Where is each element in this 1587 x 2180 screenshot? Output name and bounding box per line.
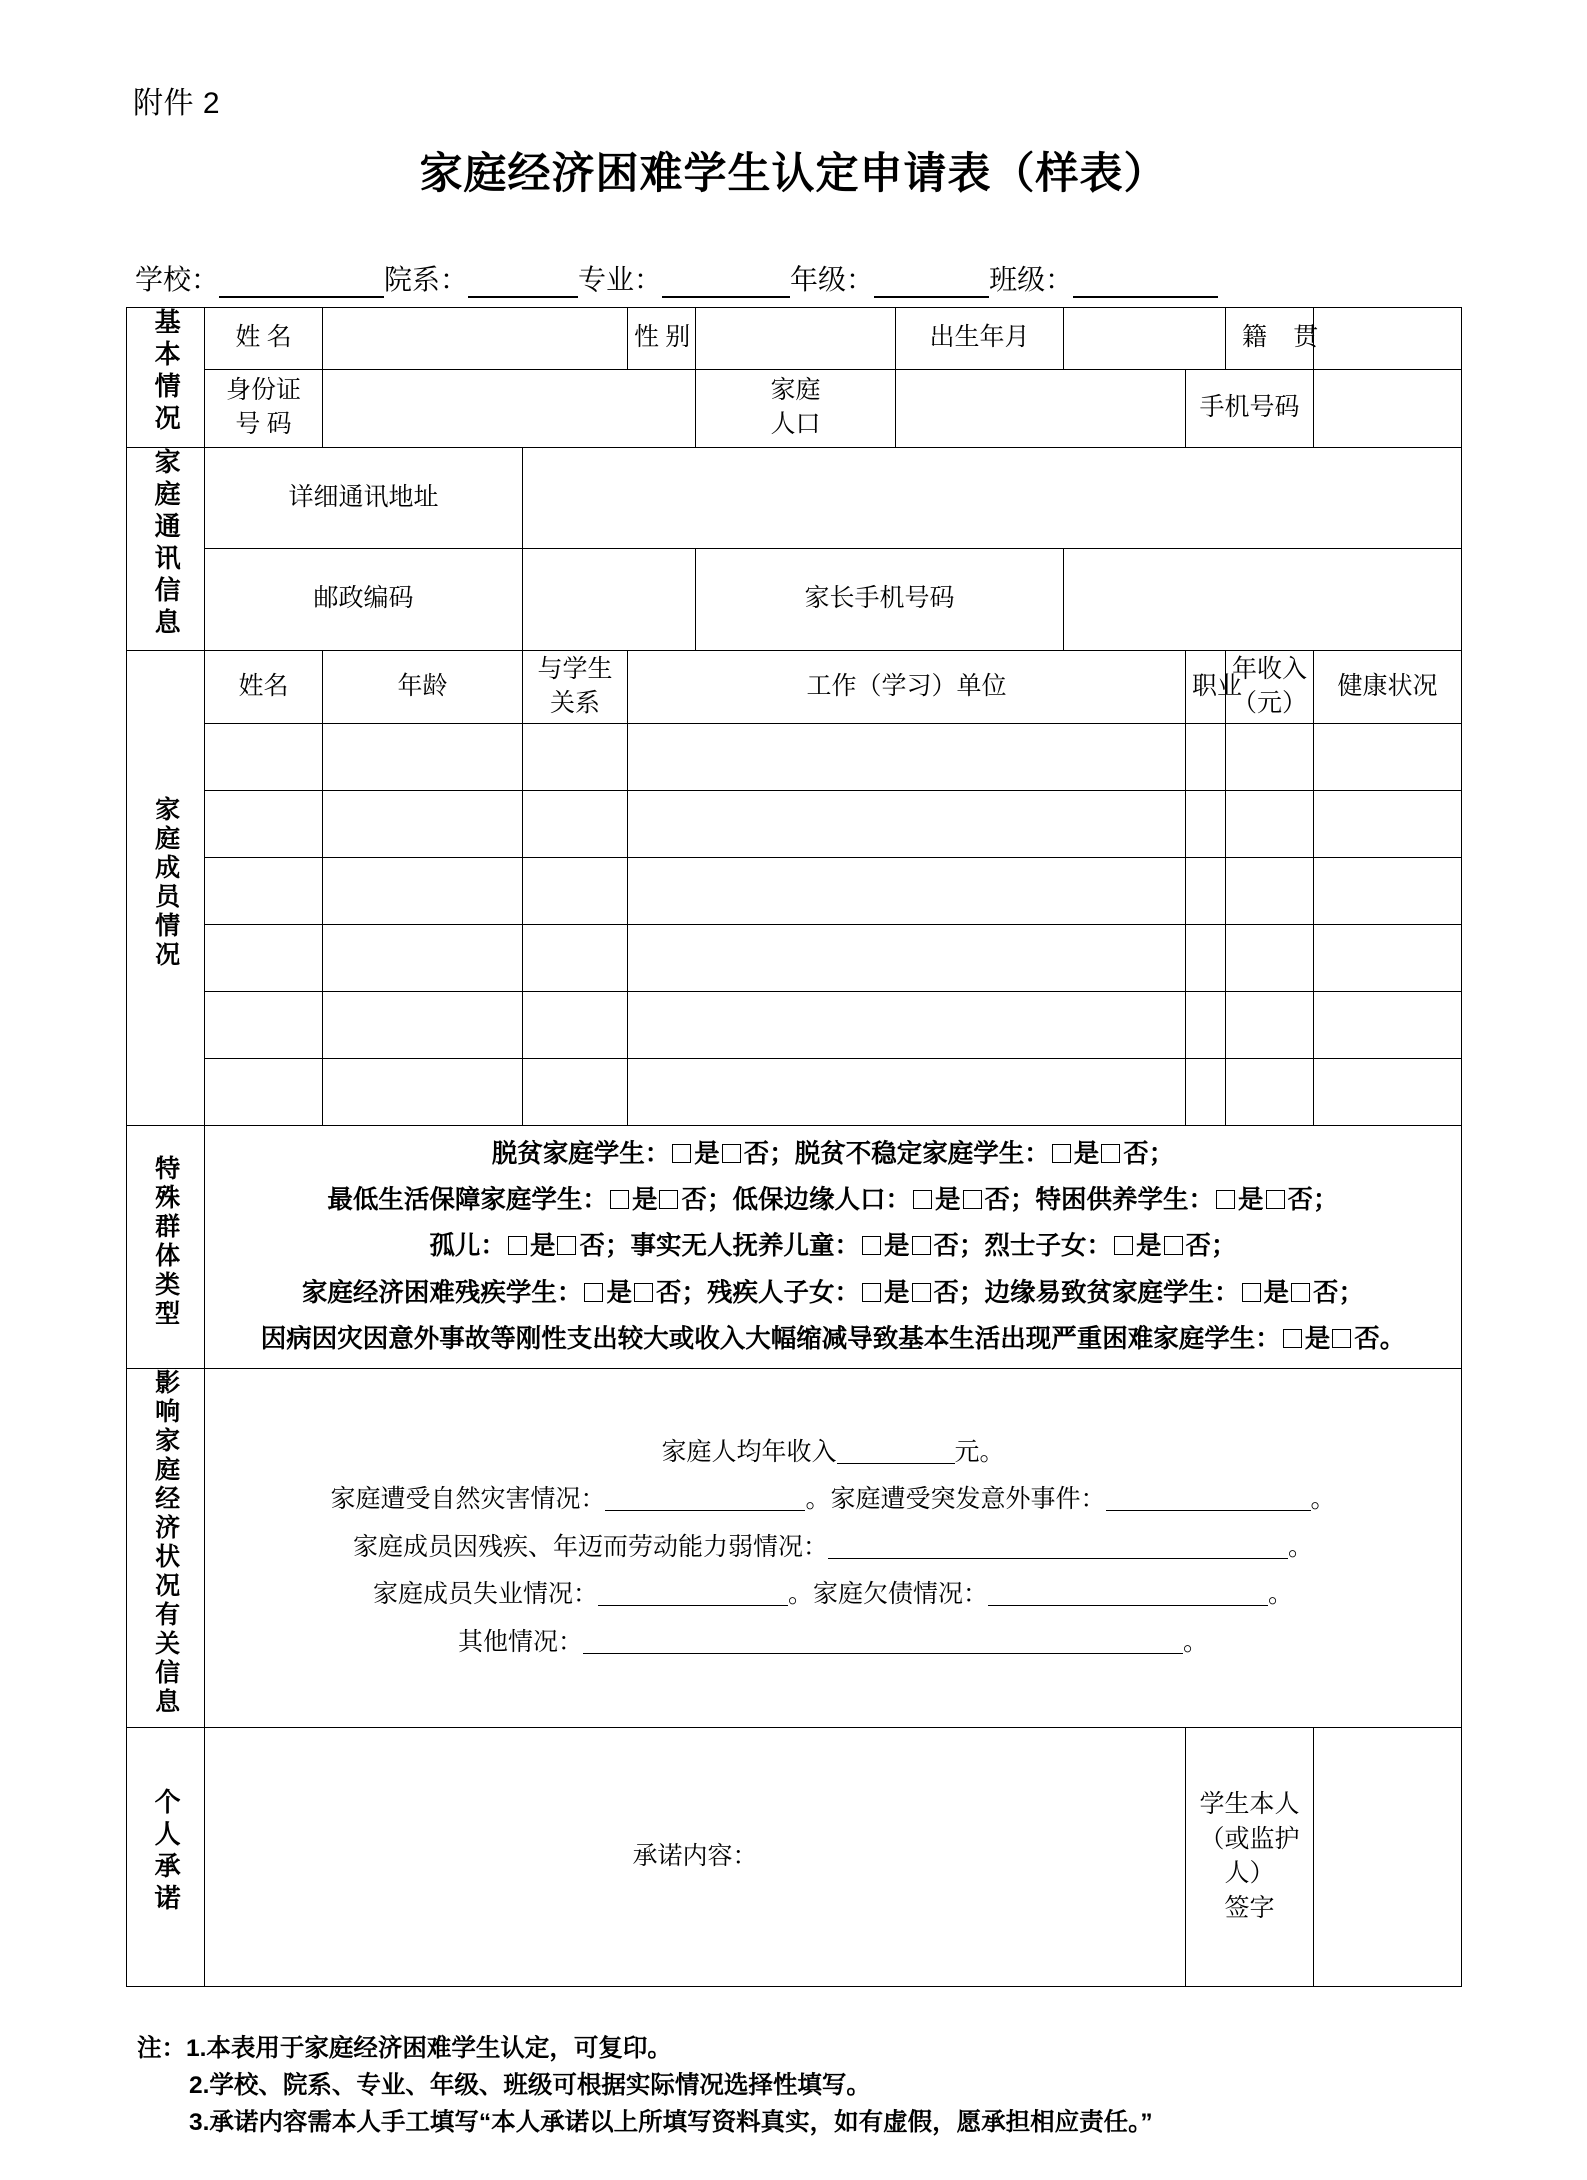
field-label-mobile: 手机号码 bbox=[1186, 370, 1314, 447]
column-header-member-name: 姓名 bbox=[205, 651, 323, 724]
cell-member-income[interactable] bbox=[1226, 791, 1314, 858]
economic-info-line bbox=[211, 1483, 1455, 1518]
special-group-text: 否； bbox=[1123, 1140, 1175, 1168]
special-group-text: 低保边缘人口： bbox=[732, 1186, 911, 1215]
field-label-family-size: 家庭 人口 bbox=[696, 370, 896, 447]
section-label-personal-promise-text: 个人承诺 bbox=[151, 1788, 182, 1917]
meta-blank-grade[interactable] bbox=[874, 270, 989, 298]
checkbox[interactable] bbox=[1283, 1329, 1302, 1348]
meta-field-major bbox=[578, 258, 790, 298]
field-value-mobile[interactable] bbox=[1314, 370, 1462, 447]
cell-member-age[interactable] bbox=[323, 925, 523, 992]
application-form-table bbox=[126, 307, 1462, 1987]
checkbox[interactable] bbox=[557, 1236, 576, 1255]
special-group-line bbox=[211, 1276, 1455, 1311]
column-header-member-health: 健康状况 bbox=[1314, 651, 1462, 724]
special-group-text: 否； bbox=[579, 1232, 631, 1261]
table-row-basic-2 bbox=[127, 370, 1462, 447]
form-notes bbox=[137, 2030, 1477, 2142]
economic-info-label: 。 bbox=[1268, 1581, 1294, 1609]
section-label-special-groups bbox=[127, 1126, 205, 1369]
field-label-parent-mobile: 家长手机号码 bbox=[696, 549, 1064, 651]
note-item-1 bbox=[137, 2030, 1477, 2067]
cell-member-income[interactable] bbox=[1226, 858, 1314, 925]
cell-member-workplace[interactable] bbox=[628, 992, 1186, 1059]
special-group-text: 否； bbox=[681, 1186, 733, 1215]
special-group-text: 是 bbox=[1073, 1140, 1100, 1168]
table-row-member bbox=[127, 791, 1462, 858]
cell-member-workplace[interactable] bbox=[628, 1059, 1186, 1126]
note-text-1: 1.本表用于家庭经济困难学生认定，可复印。 bbox=[186, 2035, 672, 2062]
cell-member-health[interactable] bbox=[1314, 858, 1462, 925]
field-value-address[interactable] bbox=[523, 447, 1462, 549]
promise-content-label: 承诺内容： bbox=[632, 1843, 758, 1871]
special-group-line bbox=[211, 1229, 1455, 1264]
checkbox[interactable] bbox=[610, 1190, 629, 1209]
special-group-text: 是 bbox=[694, 1140, 720, 1168]
cell-member-occupation[interactable] bbox=[1186, 724, 1226, 791]
special-group-text: 否； bbox=[743, 1140, 795, 1168]
economic-info-label: 家庭成员失业情况： bbox=[372, 1581, 598, 1609]
cell-member-occupation[interactable] bbox=[1186, 925, 1226, 992]
special-group-text: 是 bbox=[1136, 1232, 1162, 1261]
economic-info-label: 。 bbox=[1183, 1628, 1209, 1656]
economic-info-content[interactable] bbox=[205, 1368, 1462, 1728]
checkbox[interactable] bbox=[1242, 1283, 1261, 1302]
special-group-text: 否； bbox=[984, 1186, 1036, 1215]
special-group-text: 否； bbox=[1185, 1232, 1237, 1261]
checkbox[interactable] bbox=[508, 1236, 527, 1255]
economic-info-label: 。家庭遭受突发意外事件： bbox=[805, 1486, 1106, 1514]
special-group-line bbox=[211, 1322, 1455, 1357]
cell-member-health[interactable] bbox=[1314, 1059, 1462, 1126]
field-value-native-place[interactable] bbox=[1314, 308, 1462, 370]
cell-member-name[interactable] bbox=[205, 925, 323, 992]
checkbox[interactable] bbox=[722, 1144, 741, 1163]
cell-member-relation[interactable] bbox=[523, 858, 628, 925]
field-label-native-place: 籍 贯 bbox=[1226, 308, 1314, 370]
fill-in-blank[interactable] bbox=[583, 1631, 1183, 1654]
section-label-family-members bbox=[127, 651, 205, 1126]
fill-in-blank[interactable] bbox=[988, 1583, 1268, 1606]
fill-in-blank[interactable] bbox=[828, 1536, 1288, 1559]
economic-info-line bbox=[211, 1531, 1455, 1566]
checkbox[interactable] bbox=[634, 1283, 653, 1302]
special-group-text: 否。 bbox=[1354, 1324, 1406, 1353]
cell-member-age[interactable] bbox=[323, 791, 523, 858]
cell-member-income[interactable] bbox=[1226, 925, 1314, 992]
field-label-address: 详细通讯地址 bbox=[205, 447, 523, 549]
cell-member-income[interactable] bbox=[1226, 992, 1314, 1059]
checkbox[interactable] bbox=[584, 1283, 603, 1302]
column-header-member-relation: 与学生 关系 bbox=[523, 651, 628, 724]
field-label-birth: 出生年月 bbox=[896, 308, 1064, 370]
checkbox[interactable] bbox=[672, 1144, 691, 1163]
section-label-family-contact bbox=[127, 447, 205, 651]
column-header-member-age: 年龄 bbox=[323, 651, 523, 724]
meta-field-department bbox=[384, 258, 578, 298]
special-group-text: 是 bbox=[883, 1278, 910, 1307]
cell-member-relation[interactable] bbox=[523, 925, 628, 992]
cell-member-relation[interactable] bbox=[523, 724, 628, 791]
cell-member-relation[interactable] bbox=[523, 992, 628, 1059]
table-row-member bbox=[127, 992, 1462, 1059]
section-label-family-contact-text: 家庭通讯信息 bbox=[151, 447, 182, 640]
field-value-birth[interactable] bbox=[1064, 308, 1226, 370]
checkbox[interactable] bbox=[1216, 1190, 1235, 1209]
meta-blank-class[interactable] bbox=[1073, 270, 1218, 298]
cell-member-health[interactable] bbox=[1314, 925, 1462, 992]
table-row-contact-postcode bbox=[127, 549, 1462, 651]
economic-info-label: 。 bbox=[1310, 1486, 1336, 1514]
economic-info-label: 元。 bbox=[954, 1438, 1005, 1466]
cell-member-income[interactable] bbox=[1226, 1059, 1314, 1126]
checkbox[interactable] bbox=[862, 1236, 881, 1255]
cell-member-name[interactable] bbox=[205, 858, 323, 925]
cell-member-occupation[interactable] bbox=[1186, 992, 1226, 1059]
section-label-basic-info bbox=[127, 308, 205, 448]
special-group-text: 孤儿： bbox=[429, 1232, 506, 1261]
cell-member-occupation[interactable] bbox=[1186, 858, 1226, 925]
field-value-id-number[interactable] bbox=[323, 370, 696, 447]
special-group-line bbox=[211, 1183, 1455, 1218]
cell-member-income[interactable] bbox=[1226, 724, 1314, 791]
special-group-text: 最低生活保障家庭学生： bbox=[327, 1186, 608, 1215]
cell-member-age[interactable] bbox=[323, 1059, 523, 1126]
checkbox[interactable] bbox=[1164, 1236, 1183, 1255]
cell-member-health[interactable] bbox=[1314, 724, 1462, 791]
form-meta-line bbox=[135, 258, 1455, 298]
meta-label-department: 院系： bbox=[384, 265, 469, 296]
checkbox[interactable] bbox=[1266, 1190, 1285, 1209]
special-group-text: 是 bbox=[631, 1186, 658, 1215]
table-row-member bbox=[127, 1059, 1462, 1126]
economic-info-label: 。家庭欠债情况： bbox=[787, 1581, 988, 1609]
field-value-family-size[interactable] bbox=[896, 370, 1186, 447]
special-group-text: 是 bbox=[529, 1232, 556, 1261]
table-row-basic-1 bbox=[127, 308, 1462, 370]
promise-content-area[interactable] bbox=[205, 1728, 1186, 1987]
field-value-name[interactable] bbox=[323, 308, 628, 370]
table-row-economic-info bbox=[127, 1368, 1462, 1728]
fill-in-blank[interactable] bbox=[1106, 1488, 1311, 1511]
checkbox[interactable] bbox=[963, 1190, 982, 1209]
economic-info-label: 。 bbox=[1288, 1533, 1314, 1561]
cell-member-age[interactable] bbox=[323, 992, 523, 1059]
field-value-gender[interactable] bbox=[696, 308, 896, 370]
economic-info-label: 家庭人均年收入 bbox=[661, 1438, 837, 1466]
section-label-economic-info-text: 影响家庭经济状况有关信息 bbox=[151, 1368, 180, 1717]
cell-member-health[interactable] bbox=[1314, 992, 1462, 1059]
cell-member-name[interactable] bbox=[205, 1059, 323, 1126]
table-row-special-groups bbox=[127, 1126, 1462, 1369]
special-group-text: 残疾人子女： bbox=[706, 1278, 860, 1307]
notes-head: 注： bbox=[137, 2035, 186, 2062]
table-row-members-header bbox=[127, 651, 1462, 724]
cell-member-occupation[interactable] bbox=[1186, 1059, 1226, 1126]
meta-field-grade bbox=[790, 258, 989, 298]
cell-member-relation[interactable] bbox=[523, 1059, 628, 1126]
special-group-text: 否； bbox=[655, 1278, 707, 1307]
section-label-family-members-text: 家庭成员情况 bbox=[151, 795, 180, 970]
section-label-special-groups-text: 特殊群体类型 bbox=[151, 1154, 180, 1329]
column-header-member-occupation: 职业 bbox=[1186, 651, 1226, 724]
section-label-personal-promise bbox=[127, 1728, 205, 1987]
checkbox[interactable] bbox=[1114, 1236, 1133, 1255]
cell-member-workplace[interactable] bbox=[628, 791, 1186, 858]
attachment-label: 附件 2 bbox=[133, 87, 221, 120]
special-group-text: 因病因灾因意外事故等刚性支出较大或收入大幅缩减导致基本生活出现严重困难家庭学生： bbox=[260, 1324, 1281, 1353]
table-row-personal-promise bbox=[127, 1728, 1462, 1987]
table-row-member bbox=[127, 724, 1462, 791]
meta-blank-major[interactable] bbox=[662, 270, 790, 298]
meta-field-class bbox=[989, 258, 1218, 298]
fill-in-blank[interactable] bbox=[605, 1488, 805, 1511]
economic-info-label: 其他情况： bbox=[457, 1628, 583, 1656]
special-group-text: 脱贫家庭学生： bbox=[491, 1140, 671, 1168]
cell-member-name[interactable] bbox=[205, 992, 323, 1059]
field-value-parent-mobile[interactable] bbox=[1064, 549, 1462, 651]
special-group-text: 是 bbox=[1263, 1278, 1290, 1307]
special-group-text: 事实无人抚养儿童： bbox=[630, 1232, 860, 1261]
section-label-basic-info-text: 基本情况 bbox=[151, 308, 182, 436]
page-title: 家庭经济困难学生认定申请表（样表） bbox=[419, 150, 1168, 198]
special-group-text: 特困供养学生： bbox=[1035, 1186, 1215, 1215]
economic-info-line bbox=[211, 1626, 1455, 1661]
meta-field-school bbox=[135, 258, 384, 298]
signature-label: 学生本人 （或监护人） 签字 bbox=[1186, 1728, 1314, 1987]
checkbox[interactable] bbox=[912, 1283, 931, 1302]
table-row-member bbox=[127, 858, 1462, 925]
economic-info-line bbox=[211, 1578, 1455, 1613]
cell-member-relation[interactable] bbox=[523, 791, 628, 858]
checkbox[interactable] bbox=[1052, 1144, 1071, 1163]
economic-info-line bbox=[211, 1436, 1455, 1471]
meta-label-major: 专业： bbox=[578, 265, 663, 296]
special-group-text: 是 bbox=[1238, 1186, 1264, 1215]
meta-label-class: 班级： bbox=[989, 265, 1074, 296]
checkbox[interactable] bbox=[913, 1190, 932, 1209]
checkbox[interactable] bbox=[1101, 1144, 1120, 1163]
section-label-economic-info bbox=[127, 1368, 205, 1728]
note-text-2: 2.学校、院系、专业、年级、班级可根据实际情况选择性填写。 bbox=[189, 2072, 871, 2100]
column-header-member-workplace: 工作（学习）单位 bbox=[628, 651, 1186, 724]
fill-in-blank[interactable] bbox=[598, 1583, 788, 1606]
cell-member-name[interactable] bbox=[205, 791, 323, 858]
checkbox[interactable] bbox=[912, 1236, 931, 1255]
checkbox[interactable] bbox=[862, 1283, 881, 1302]
special-group-text: 否； bbox=[1313, 1278, 1365, 1307]
note-item-3 bbox=[137, 2104, 1477, 2141]
fill-in-blank[interactable] bbox=[837, 1441, 955, 1464]
table-row-member bbox=[127, 925, 1462, 992]
special-groups-content[interactable] bbox=[205, 1126, 1462, 1369]
field-label-gender: 性 别 bbox=[628, 308, 696, 370]
special-group-line bbox=[211, 1137, 1455, 1172]
economic-info-label: 家庭成员因残疾、年迈而劳动能力弱情况： bbox=[352, 1533, 828, 1561]
meta-label-grade: 年级： bbox=[790, 265, 875, 296]
special-group-text: 否； bbox=[1287, 1186, 1339, 1215]
table-row-contact-address bbox=[127, 447, 1462, 549]
special-group-text: 是 bbox=[934, 1186, 961, 1215]
special-group-text: 是 bbox=[883, 1232, 910, 1261]
cell-member-name[interactable] bbox=[205, 724, 323, 791]
meta-label-school: 学校： bbox=[135, 265, 220, 296]
column-header-member-income: 年收入 （元） bbox=[1226, 651, 1314, 724]
cell-member-health[interactable] bbox=[1314, 791, 1462, 858]
special-group-text: 家庭经济困难残疾学生： bbox=[301, 1278, 583, 1307]
cell-member-workplace[interactable] bbox=[628, 925, 1186, 992]
checkbox[interactable] bbox=[659, 1190, 678, 1209]
checkbox[interactable] bbox=[1332, 1329, 1351, 1348]
field-value-postcode[interactable] bbox=[523, 549, 696, 651]
cell-member-workplace[interactable] bbox=[628, 858, 1186, 925]
cell-member-age[interactable] bbox=[323, 724, 523, 791]
economic-info-label: 家庭遭受自然灾害情况： bbox=[330, 1486, 606, 1514]
special-group-text: 是 bbox=[606, 1278, 632, 1307]
special-group-text: 否； bbox=[933, 1278, 985, 1307]
special-group-text: 是 bbox=[1304, 1324, 1331, 1353]
field-label-id-number: 身份证 号 码 bbox=[205, 370, 323, 447]
field-label-postcode: 邮政编码 bbox=[205, 549, 523, 651]
special-group-text: 否； bbox=[933, 1232, 985, 1261]
note-text-3: 3.承诺内容需本人手工填写“本人承诺以上所填写资料真实，如有虚假，愿承担相应责任。” bbox=[189, 2109, 1153, 2137]
cell-member-workplace[interactable] bbox=[628, 724, 1186, 791]
cell-member-age[interactable] bbox=[323, 858, 523, 925]
special-group-text: 烈士子女： bbox=[984, 1232, 1113, 1261]
meta-blank-school[interactable] bbox=[219, 270, 384, 298]
meta-blank-department[interactable] bbox=[468, 270, 578, 298]
signature-field[interactable] bbox=[1314, 1728, 1462, 1987]
field-label-name: 姓 名 bbox=[205, 308, 323, 370]
checkbox[interactable] bbox=[1291, 1283, 1310, 1302]
special-group-text: 边缘易致贫家庭学生： bbox=[984, 1278, 1240, 1307]
special-group-text: 脱贫不稳定家庭学生： bbox=[794, 1140, 1050, 1168]
cell-member-occupation[interactable] bbox=[1186, 791, 1226, 858]
note-item-2 bbox=[137, 2067, 1477, 2104]
